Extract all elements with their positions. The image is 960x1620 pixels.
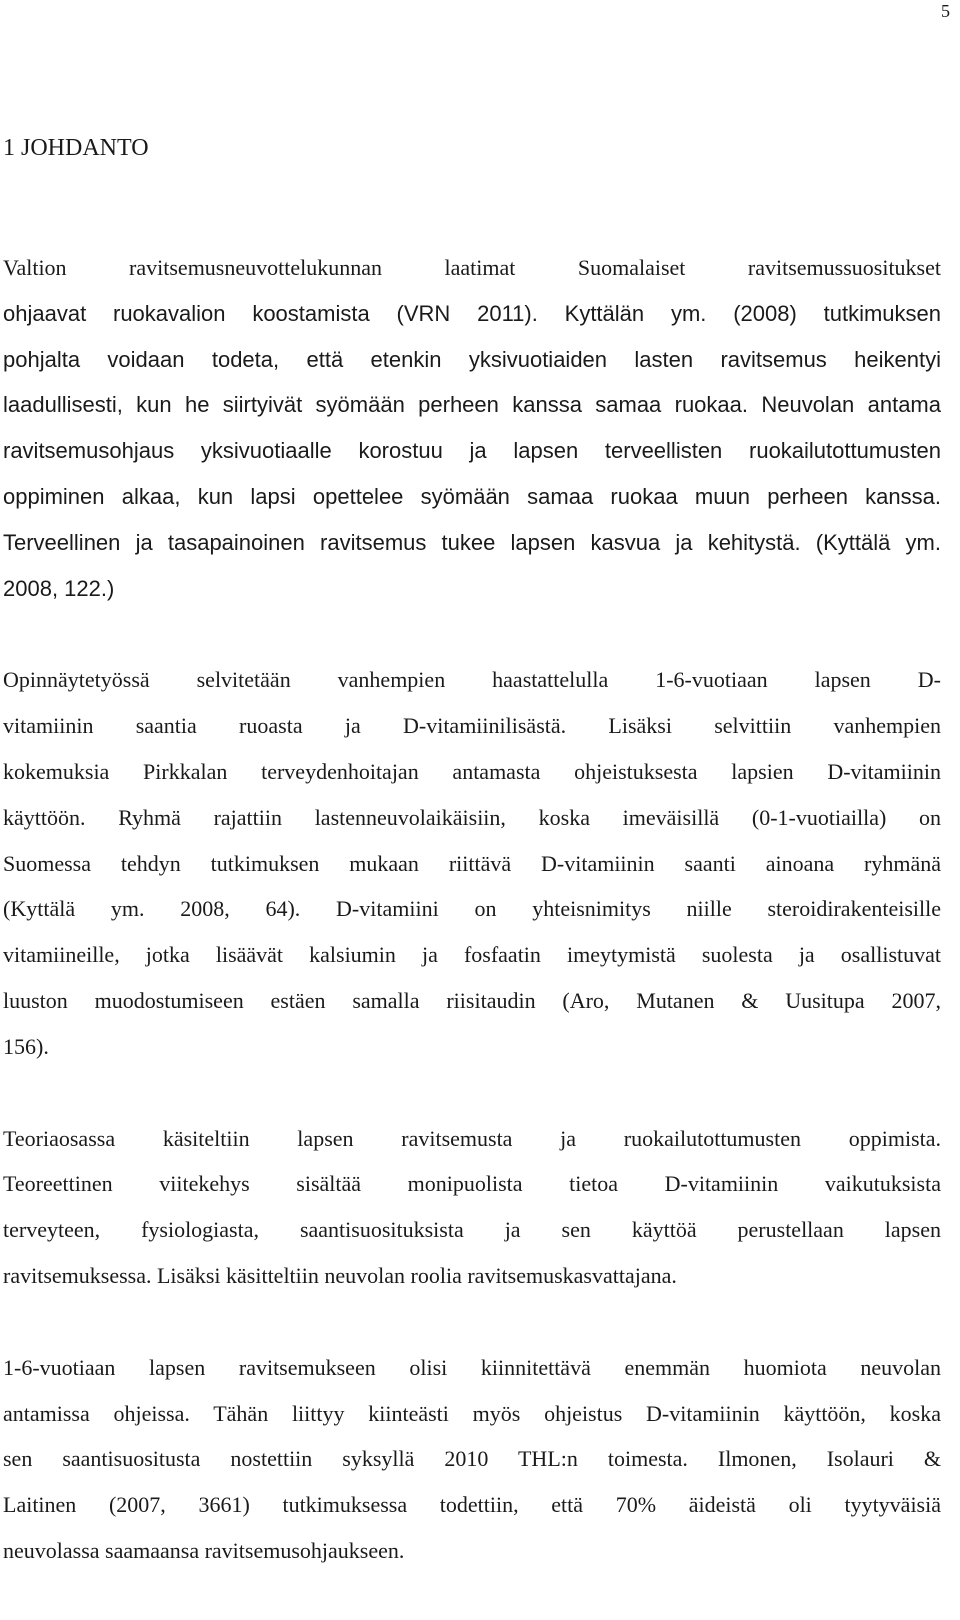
paragraph-line: oppiminen alkaa, kun lapsi opettelee syömään samaa ruokaa muun perheen kanssa. [3,483,941,509]
paragraph-line: (Kyttälä ym. 2008, 64). D-vitamiini on yhteisnimitys niille steroidirakenteisille [3,896,941,922]
paragraph-4 [3,1345,941,1574]
paragraph-line: Valtion ravitsemusneuvottelukunnan laatimat Suomalaiset ravitsemussuositukset [3,255,941,280]
paragraph-line: vitamiinin saantia ruoasta ja D-vitamiinilisästä. Lisäksi selvittiin vanhempien [3,713,941,739]
paragraph-line: Teoriaosassa käsiteltiin lapsen ravitsemusta ja ruokailutottumusten oppimista. [3,1125,941,1151]
paragraph-line: terveyteen, fysiologiasta, saantisuosituksista ja sen käyttöä perustellaan lapsen [3,1217,941,1243]
paragraph-line: sen saantisuositusta nostettiin syksyllä 2010 THL:n toimesta. Ilmonen, Isolauri & [3,1446,941,1472]
paragraph-line: Opinnäytetyössä selvitetään vanhempien haastattelulla 1-6-vuotiaan lapsen D- [3,667,941,693]
paragraph-line: Laitinen (2007, 3661) tutkimuksessa todettiin, että 70% äideistä oli tyytyväisiä [3,1492,941,1518]
page-number: 5 [941,1,950,21]
chapter-heading: 1 JOHDANTO [3,135,149,161]
paragraph-line: 156). [3,1033,49,1059]
paragraph-line: ravitsemuksessa. Lisäksi käsitteltiin neuvolan roolia ravitsemuskasvattajana. [3,1262,677,1288]
paragraph-line: ravitsemusohjaus yksivuotiaalle korostuu ja lapsen terveellisten ruokailutottumusten [3,438,941,464]
paragraph-1 [3,245,941,611]
paragraph-line: pohjalta voidaan todeta, että etenkin yksivuotiaiden lasten ravitsemus heikentyi [3,346,941,372]
paragraph-line: neuvolassa saamaansa ravitsemusohjaukseen. [3,1537,405,1563]
paragraph-line: ohjaavat ruokavalion koostamista (VRN 2011). Kyttälän ym. (2008) tutkimuksen [3,300,941,326]
paragraph-line: 1-6-vuotiaan lapsen ravitsemukseen olisi kiinnitettävä enemmän huomiota neuvolan [3,1354,941,1380]
paragraph-line: vitamiineille, jotka lisäävät kalsiumin ja fosfaatin imeytymistä suolesta ja osallistuvat [3,942,941,968]
paragraph-line: käyttöön. Ryhmä rajattiin lastenneuvolaikäisiin, koska imeväisillä (0-1-vuotiailla) on [3,804,941,830]
paragraph-line: Suomessa tehdyn tutkimuksen mukaan riittävä D-vitamiinin saanti ainoana ryhmänä [3,850,941,876]
paragraph-line: antamissa ohjeissa. Tähän liittyy kiinteästi myös ohjeistus D-vitamiinin käyttöön, koska [3,1400,941,1426]
paragraph-line: Teoreettinen viitekehys sisältää monipuolista tietoa D-vitamiinin vaikutuksista [3,1171,941,1197]
paragraph-line: 2008, 122.) [3,575,115,601]
paragraph-line: laadullisesti, kun he siirtyivät syömään perheen kanssa samaa ruokaa. Neuvolan antama [3,392,941,418]
paragraph-line: luuston muodostumiseen estäen samalla riisitaudin (Aro, Mutanen & Uusitupa 2007, [3,987,941,1013]
paragraph-3 [3,1116,941,1299]
document-body [3,124,941,1620]
paragraph-line: Terveellinen ja tasapainoinen ravitsemus tukee lapsen kasvua ja kehitystä. (Kyttälä ym. [3,529,941,555]
paragraph-line: kokemuksia Pirkkalan terveydenhoitajan antamasta ohjeistuksesta lapsien D-vitamiinin [3,758,941,784]
paragraph-2 [3,657,941,1069]
